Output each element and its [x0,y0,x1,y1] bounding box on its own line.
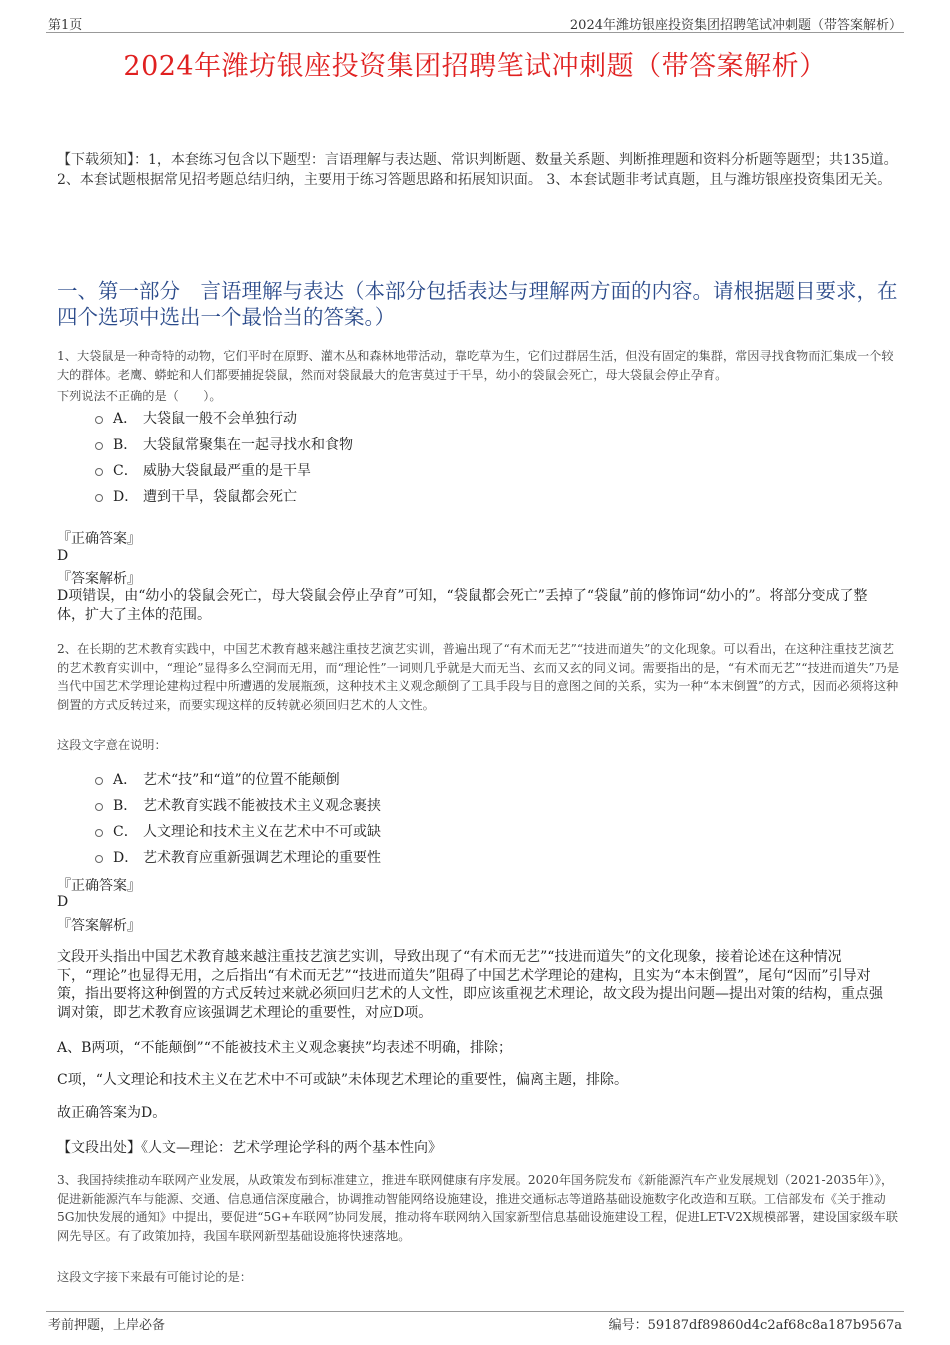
question-2-explanation-final: 故正确答案为D。 [57,1105,167,1121]
radio-icon[interactable] [95,855,103,863]
question-3-prompt: 这段文字接下来最有可能讨论的是： [57,1270,252,1284]
question-2-source: 【文段出处】《人文—理论：艺术学理论学科的两个基本性向》 [57,1140,442,1156]
radio-icon[interactable] [95,777,103,785]
page-footer [46,1311,904,1332]
radio-icon[interactable] [95,442,103,450]
question-2-prompt: 这段文字意在说明： [57,738,167,752]
radio-icon[interactable] [95,494,103,502]
question-1-explanation: D项错误，由“幼小的袋鼠会死亡，母大袋鼠会停止孕育”可知，“袋鼠都会死亡”丢掉了“袋鼠”前的修饰词“幼小的”。将部分变成了整体，扩大了主体的范围。 [57,588,868,623]
question-2-options [95,766,381,870]
correct-answer-value: D [57,894,69,910]
header-doc-title: 2024年潍坊银座投资集团招聘笔试冲刺题（带答案解析） [569,18,902,33]
footer-slogan: 考前押题，上岸必备 [48,1318,166,1333]
correct-answer-label: 『正确答案』 [57,531,141,547]
option-c[interactable]: C． 人文理论和技术主义在艺术中不可或缺 [95,818,381,844]
question-1-stem: 1、大袋鼠是一种奇特的动物，它们平时在原野、灌木丛和森林地带活动，靠吃草为生，它们过群居生活，但没有固定的集群，常因寻找食物而汇集成一个较大的群体。老鹰、蟒蛇和人们都要捕捉袋鼠，然而对袋鼠最大的危害莫过于干旱，幼小的袋鼠会死亡，母大袋鼠会停止孕育。 [57,349,894,382]
radio-icon[interactable] [95,829,103,837]
section-heading: 一、第一部分 言语理解与表达（本部分包括表达与理解两方面的内容。请根据题目要求，在四个选项中选出一个最恰当的答案。） [57,279,898,329]
question-1-prompt: 下列说法不正确的是（ ）。 [57,389,222,403]
correct-answer-label: 『正确答案』 [57,878,141,894]
page-header [46,12,904,33]
download-notice: 【下载须知】：1，本套练习包含以下题型：言语理解与表达题、常识判断题、数量关系题、判断推理题和资料分析题等题型；共135道。 2、本套试题根据常见招考题总结归纳，主要用于练习答题思路和拓展知识面。 3、本套试题非考试真题，且与潍坊银座投资集团无关。 [57,152,898,188]
question-2-explanation-c: C项，“人文理论和技术主义在艺术中不可或缺”未体现艺术理论的重要性，偏离主题，排除。 [57,1072,629,1088]
correct-answer-value: D [57,548,69,564]
option-d[interactable]: D． 艺术教育应重新强调艺术理论的重要性 [95,844,381,870]
page-number: 第1页 [48,18,83,33]
option-a[interactable]: A． 大袋鼠一般不会单独行动 [95,405,353,431]
question-2-explanation-ab: A、B两项，“不能颠倒”“不能被技术主义观念裹挟”均表述不明确，排除； [57,1040,513,1056]
question-1-options [95,405,353,509]
option-b[interactable]: B． 大袋鼠常聚集在一起寻找水和食物 [95,431,353,457]
option-c[interactable]: C． 威胁大袋鼠最严重的是干旱 [95,457,353,483]
radio-icon[interactable] [95,468,103,476]
option-a[interactable]: A． 艺术“技”和“道”的位置不能颠倒 [95,766,381,792]
question-2-explanation-main: 文段开头指出中国艺术教育越来越注重技艺演艺实训，导致出现了“有术而无艺”“技进而道失”的文化现象，接着论述在这种情况下，“理论”也显得无用，之后指出“有术而无艺”“技进而道失”阻碍了中国艺术学理论的建构，且实为“本末倒置”，尾句“因而”引导对策，指出要将这种倒置的方式反转过来就必须回归艺术的人文性，即应该重视艺术理论，故文段为提出问题—提出对策的结构，重点强调对策，即艺术教育应该强调艺术理论的重要性，对应D项。 [57,949,883,1021]
page-title: 2024年潍坊银座投资集团招聘笔试冲刺题（带答案解析） [123,51,827,82]
analysis-label: 『答案解析』 [57,571,141,587]
radio-icon[interactable] [95,803,103,811]
option-d[interactable]: D． 遭到干旱，袋鼠都会死亡 [95,483,353,509]
option-b[interactable]: B． 艺术教育实践不能被技术主义观念裹挟 [95,792,381,818]
question-2-stem: 2、在长期的艺术教育实践中，中国艺术教育越来越注重技艺演艺实训，普遍出现了“有术而无艺”“技进而道失”的文化现象。可以看出，在这种注重技艺演艺的艺术教育实训中，“理论”显得多么空洞而无用，而“理论性”一词则几乎就是大而无当、玄而又玄的同义词。需要指出的是，“有术而无艺”“技进而道失”乃是当代中国艺术学理论建构过程中所遭遇的发展瓶颈，这种技术主义观念颠倒了工具手段与目的意图之间的关系，实为一种“本末倒置”的方式，因而必须将这种倒置的方式反转过来，而要实现这样的反转就必须回归艺术的人文性。 [57,642,900,712]
question-3-stem: 3、我国持续推动车联网产业发展，从政策发布到标准建立，推进车联网健康有序发展。2020年国务院发布《新能源汽车产业发展规划（2021-2035年）》，促进新能源汽车与能源、交通、信息通信深度融合，协调推动智能网络设施建设，推进交通标志等道路基础设施数字化改造和互联。工信部发布《关于推动5G加快发展的通知》中提出，要促进“5G+车联网”协同发展，推动将车联网纳入国家新型信息基础设施建设工程，促进LET-V2X规模部署，建设国家级车联网先导区。有了政策加持，我国车联网新型基础设施将快速落地。 [57,1173,898,1243]
radio-icon[interactable] [95,416,103,424]
footer-serial: 编号：59187df89860d4c2af68c8a187b9567a [608,1318,902,1333]
analysis-label: 『答案解析』 [57,918,141,934]
